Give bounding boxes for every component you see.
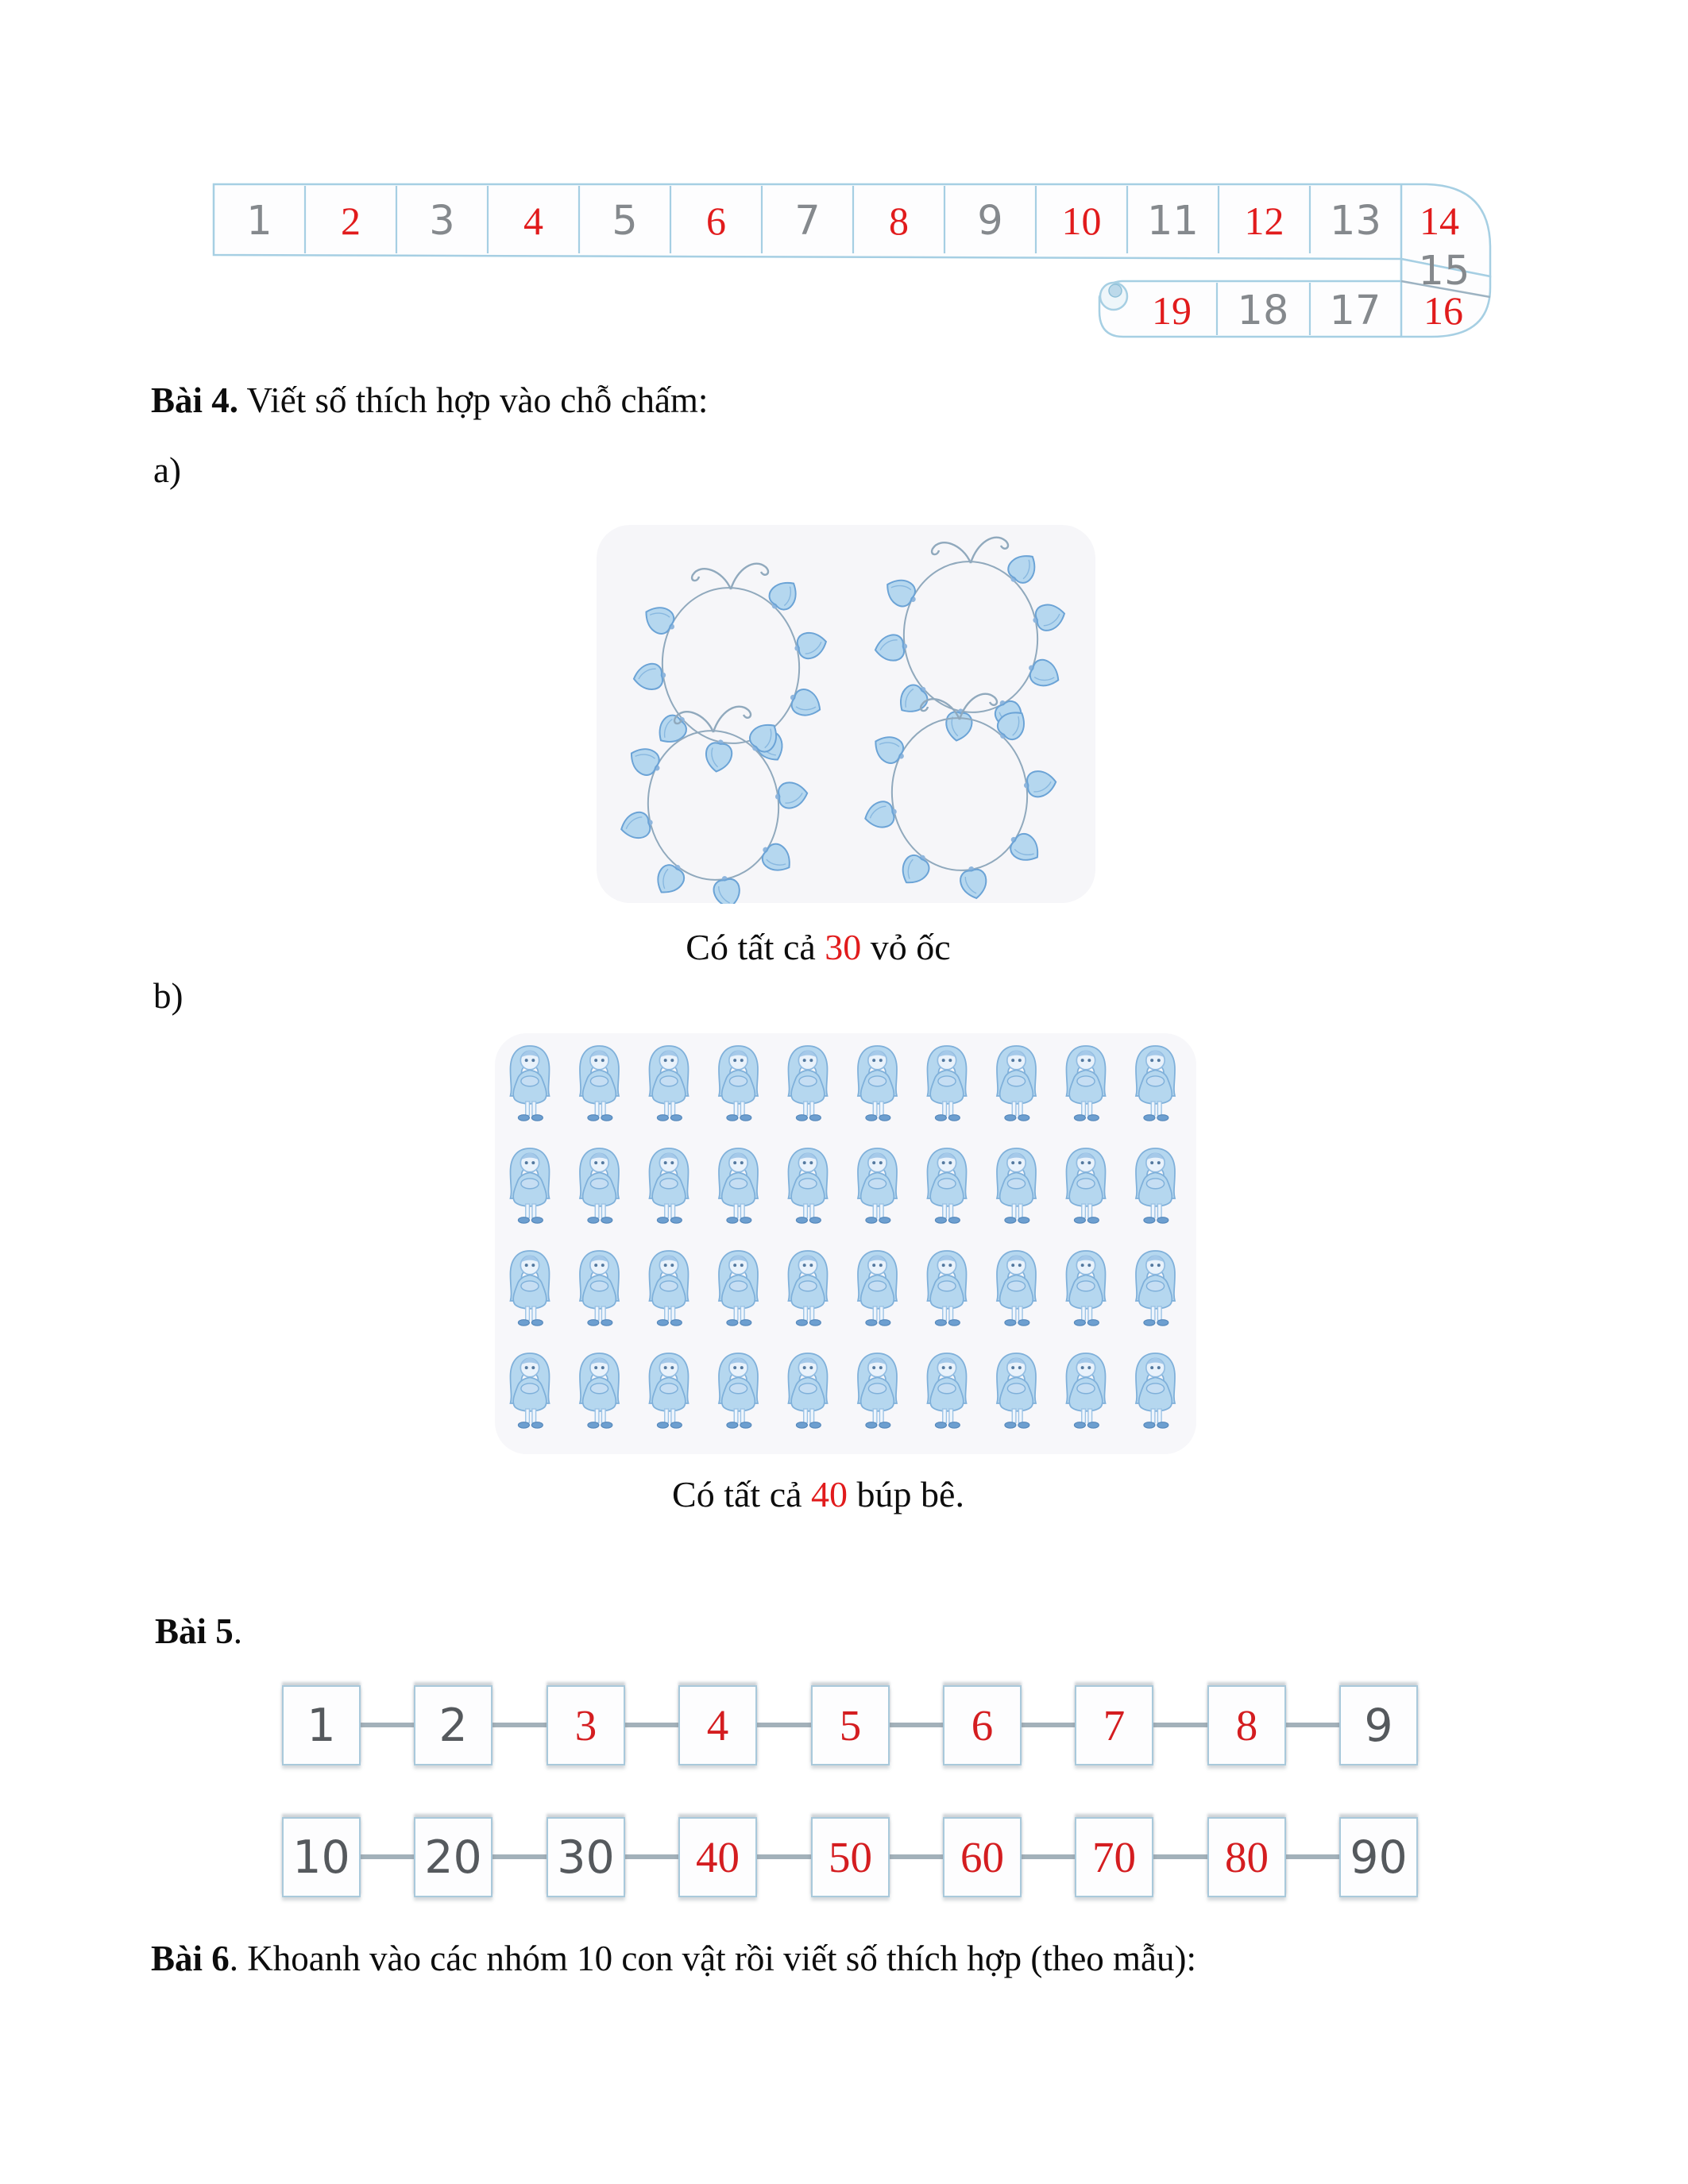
caption-shells-suffix: vỏ ốc [861, 927, 951, 967]
caption-shells-prefix: Có tất cả [686, 927, 825, 967]
number-box [811, 1685, 890, 1765]
caption-dolls-answer: 40 [811, 1474, 848, 1515]
number-box [1207, 1817, 1286, 1897]
dolls-illustration [494, 1032, 1197, 1455]
tape-cell-number: 16 [1423, 288, 1463, 333]
number-box-value: 50 [829, 1833, 872, 1881]
bai4-part-b-label: b) [153, 976, 183, 1016]
caption-dolls-prefix: Có tất cả [672, 1474, 812, 1515]
number-box-value: 5 [839, 1701, 862, 1750]
tape-cell-number: 2 [341, 199, 361, 243]
tape-cell-number: 9 [977, 198, 1003, 245]
bai4-heading [151, 380, 708, 421]
tape-cell-number: 5 [612, 198, 638, 245]
tape-cell-number: 8 [889, 199, 909, 243]
number-box [1075, 1817, 1153, 1897]
number-box [414, 1685, 492, 1765]
tape-cell-number: 3 [429, 198, 455, 245]
bai4-heading-number: Bài 4. [151, 380, 239, 420]
number-box-value: 7 [1103, 1701, 1126, 1750]
tape-cell-number: 12 [1244, 199, 1284, 243]
number-box [414, 1817, 492, 1897]
number-box-value: 80 [1225, 1833, 1269, 1881]
number-box [678, 1817, 757, 1897]
number-box [678, 1685, 757, 1765]
number-box-value: 1 [307, 1699, 336, 1752]
shell-necklaces-illustration [596, 524, 1096, 904]
tape-cell-number: 10 [1061, 199, 1102, 243]
bai6-heading-number: Bài 6 [151, 1939, 230, 1978]
number-box [1207, 1685, 1286, 1765]
number-box [943, 1817, 1022, 1897]
caption-dolls [556, 1473, 1080, 1515]
bai6-heading-text: . Khoanh vào các nhóm 10 con vật rồi viết số thích hợp (theo mẫu): [229, 1939, 1197, 1978]
number-box-value: 60 [960, 1833, 1004, 1881]
number-box [811, 1817, 890, 1897]
number-sequence-row-ones [282, 1685, 1426, 1765]
tape-curl-center-icon [1109, 284, 1122, 297]
caption-dolls-suffix: búp bê. [848, 1474, 964, 1515]
number-box [1075, 1685, 1153, 1765]
number-sequence-row-tens [282, 1817, 1426, 1897]
number-box-value: 70 [1092, 1833, 1136, 1881]
number-box-value: 9 [1364, 1699, 1393, 1752]
number-box-value: 4 [706, 1701, 729, 1750]
tape-cell-number: 18 [1237, 287, 1289, 334]
bai4-part-a-label: a) [153, 450, 181, 490]
number-tape [0, 0, 1688, 413]
tape-cell-number: 1 [246, 198, 272, 245]
number-box-value: 3 [574, 1701, 597, 1750]
tape-cell-number: 4 [523, 199, 543, 243]
tape-top-strip [214, 184, 1490, 276]
bai6-heading [151, 1938, 1196, 1979]
number-box [547, 1817, 625, 1897]
number-box-value: 6 [971, 1701, 994, 1750]
caption-shells-answer: 30 [825, 927, 862, 967]
tape-cell-number: 6 [706, 199, 726, 243]
number-box-value: 90 [1350, 1831, 1408, 1884]
tape-cell-number: 7 [794, 198, 821, 245]
tape-cell-number: 13 [1330, 198, 1381, 245]
bai4-heading-text: Viết số thích hợp vào chỗ chấm: [238, 380, 709, 420]
number-box [282, 1685, 361, 1765]
number-box-value: 40 [696, 1833, 740, 1881]
number-box [1339, 1817, 1418, 1897]
number-box [1339, 1685, 1418, 1765]
number-box [282, 1817, 361, 1897]
number-box-value: 2 [438, 1699, 468, 1752]
number-box-value: 8 [1235, 1701, 1258, 1750]
number-box [547, 1685, 625, 1765]
tape-cell-number: 17 [1329, 287, 1381, 334]
tape-cell-number: 11 [1147, 198, 1199, 245]
bai5-heading [155, 1611, 242, 1652]
number-box-value: 20 [424, 1831, 482, 1884]
number-box-value: 10 [292, 1831, 350, 1884]
tape-cell-number: 15 [1418, 248, 1470, 295]
number-box-value: 30 [557, 1831, 615, 1884]
bai5-heading-text: . [233, 1611, 243, 1651]
tape-cell-number: 14 [1420, 199, 1459, 243]
bai5-heading-number: Bài 5 [155, 1611, 234, 1651]
caption-shells [556, 926, 1080, 968]
number-box [943, 1685, 1022, 1765]
tape-cell-number: 19 [1152, 288, 1192, 333]
